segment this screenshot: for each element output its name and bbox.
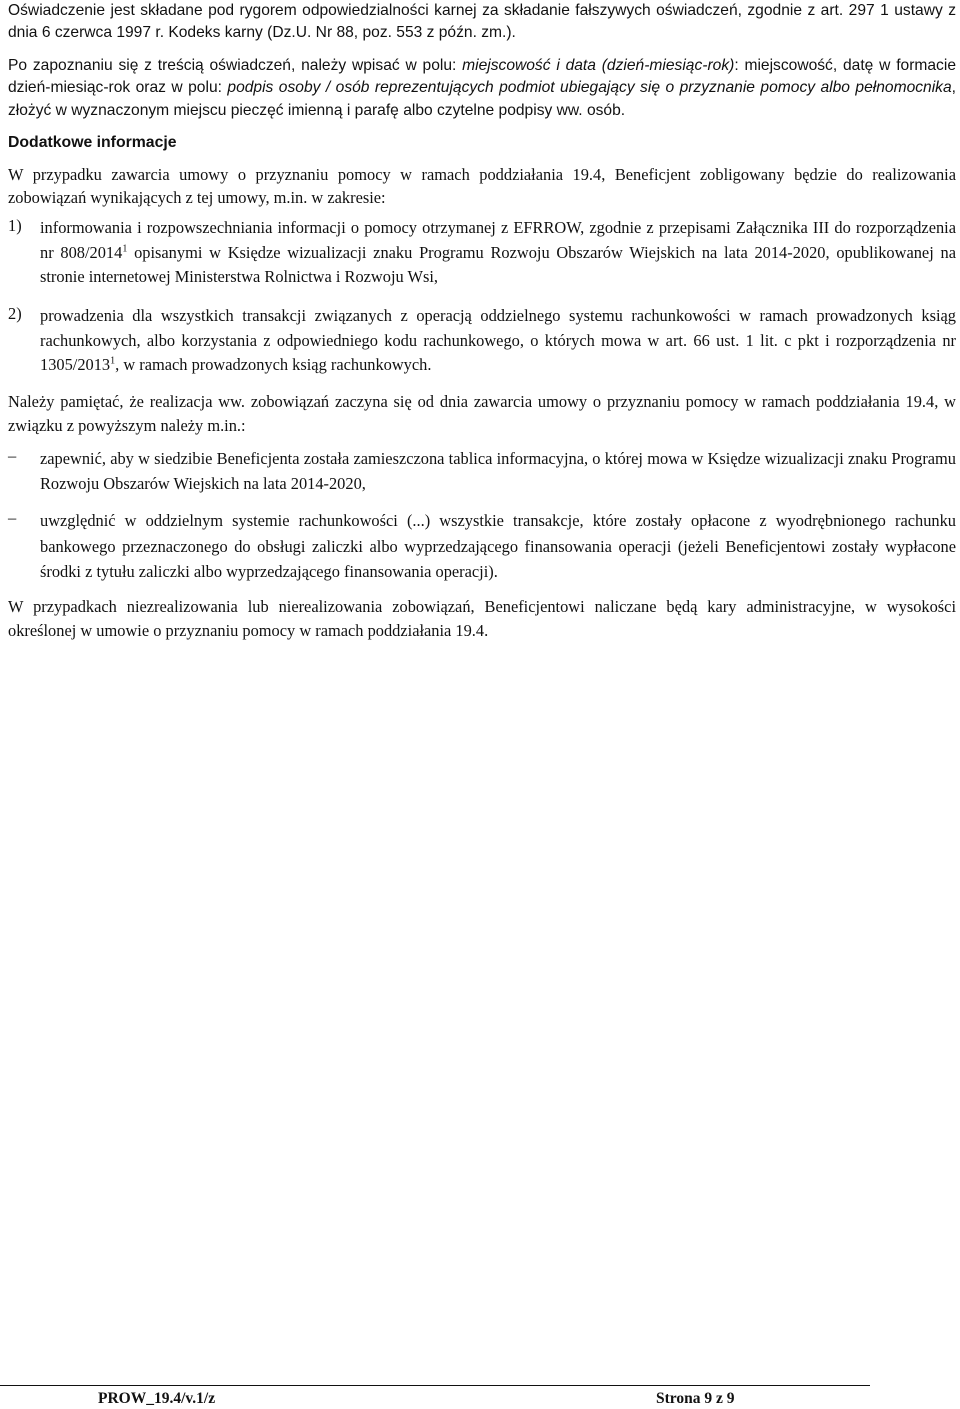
reminder-text: Należy pamiętać, że realizacja ww. zobowiązań zaczyna się od dnia zawarcia umowy o przyznaniu pomocy w ramach poddziałania 19.4, w związku z powyższym należy m.in.: [8,392,956,435]
dash-item-1 [8,446,956,496]
instruction-text-2: : miejscowość, datę w formacie dzień-miesiąc-rok oraz w polu: [8,57,956,97]
instruction-field-place-date: miejscowość i data (dzień-miesiąc-rok) [462,57,735,74]
list-item-marker: 2) [8,304,22,323]
intro-paragraph [8,163,956,209]
intro-text: W przypadku zawarcia umowy o przyznaniu pomocy w ramach poddziałania 19.4, Beneficjent zobligowany będzie do realizowania zobowiązań wynikających z tej umowy, m.in. w zakresie: [8,165,956,207]
dash-item-text: uwzględnić w oddzielnym systemie rachunkowości (...) wszystkie transakcje, które zostały opłacone z wyodrębnionego rachunku bankowego przeznaczonego do obsługi zaliczki albo wyprzedzającego finansowania operacji (jeżeli Beneficjentowi zostały wypłacone środki z tytułu zaliczki albo wyprzedzającego finansowania operacji). [40,511,956,581]
section-heading: Dodatkowe informacje [8,134,177,151]
footer-page-number: Strona 9 z 9 [656,1390,735,1407]
list-item-2 [8,304,956,378]
reminder-paragraph [8,390,956,438]
footer-divider [0,1385,870,1386]
list-item-text-cont: , w ramach prowadzonych ksiąg rachunkowych. [115,355,432,374]
instruction-text-3: , złożyć w wyznaczonym miejscu pieczęć imienną i parafę albo czytelne podpisy ww. osób. [8,79,956,119]
dash-marker: – [8,508,17,527]
dash-marker: – [8,446,17,465]
closing-text: W przypadkach niezrealizowania lub nierealizowania zobowiązań, Beneficjentowi naliczane będą kary administracyjne, w wysokości określonej w umowie o przyznaniu pomocy w ramach poddziałania 19.4. [8,597,956,640]
penalty-notice [8,0,956,44]
list-item-text: informowania i rozpowszechniania informacji o pomocy otrzymanej z EFRROW, zgodnie z przepisami Załącznika III do rozporządzenia nr 808/2014 [40,218,956,262]
dash-item-text: zapewnić, aby w siedzibie Beneficjenta została zamieszczona tablica informacyjna, o której mowa w Księdze wizualizacji znaku Programu Rozwoju Obszarów Wiejskich na lata 2014-2020, [40,449,956,493]
dash-item-2 [8,508,956,585]
footnote-ref: 1 [122,243,128,255]
instruction-text-1: Po zapoznaniu się z treścią oświadczeń, należy wpisać w polu: [8,57,463,74]
penalty-notice-text: Oświadczenie jest składane pod rygorem odpowiedzialności karnej za składanie fałszywych oświadczeń, zgodnie z art. 297 1 ustawy z dnia 6 czerwca 1997 r. Kodeks karny (Dz.U. Nr 88, poz. 553 z późn. zm.). [8,2,956,41]
instruction-field-signature: podpis osoby / osób reprezentujących podmiot ubiegający się o przyznanie pomocy albo pełnomocnika [227,79,952,97]
footnote-ref: 1 [110,355,116,367]
list-item-marker: 1) [8,216,22,235]
list-item-text: prowadzenia dla wszystkich transakcji związanych z operacją oddzielnego systemu rachunkowości w ramach prowadzonych ksiąg rachunkowych, albo korzystania z odpowiedniego kodu rachunkowego, o których mowa w art. 66 ust. 1 lit. c pkt i rozporządzenia nr 1305/2013 [40,306,956,374]
closing-paragraph [8,595,956,643]
footer-document-code: PROW_19.4/v.1/z [98,1390,216,1407]
instruction-paragraph [8,55,956,122]
list-item-text-cont: opisanymi w Księdze wizualizacji znaku Programu Rozwoju Obszarów Wiejskich na lata 2014-2020, opublikowanej na stronie internetowej Ministerstwa Rolnictwa i Rozwoju Wsi, [40,242,956,286]
list-item-1 [8,216,956,290]
